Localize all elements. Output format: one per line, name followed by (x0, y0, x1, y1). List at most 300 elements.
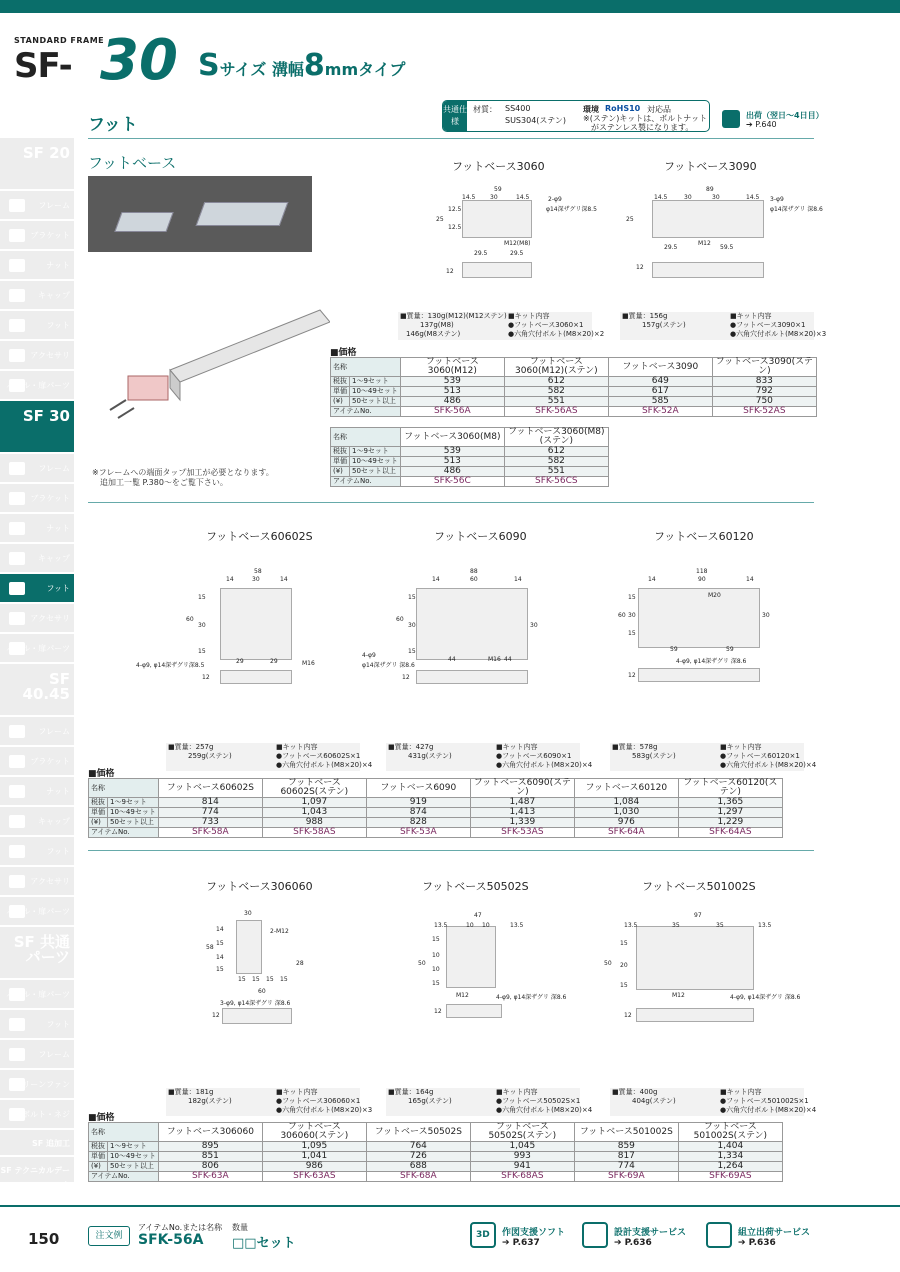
item-header: アイテムNo. (331, 407, 401, 417)
dimension-label: 15 (280, 976, 288, 983)
price-row (331, 397, 817, 407)
section-rule-1 (88, 502, 814, 503)
dimension-label: 20 (620, 962, 628, 969)
section-title: フットベース (88, 154, 177, 172)
note-mass: ■質量：181g (168, 1088, 214, 1096)
dimension-label: 14 (216, 926, 224, 933)
row-label: 単価 (331, 457, 350, 467)
product-name: フットベース501002S(ステン) (678, 1123, 782, 1142)
sidebar-item[interactable] (0, 454, 74, 483)
product-name: フットベース3060(M12)(ステン) (504, 358, 608, 377)
row-label: (¥) (89, 818, 108, 828)
item-number[interactable]: SFK-52A (608, 407, 712, 417)
frame-icon (706, 1222, 732, 1248)
drawing-title-501002S: フットベース501002S (642, 880, 756, 893)
dimension-label: 29.5 (474, 250, 488, 257)
sidebar-item-label: フット (46, 847, 70, 856)
item-number[interactable]: SFK-63AS (262, 1172, 366, 1182)
note-kit2: ●六角穴付ボルト(M8×20)×4 (496, 1106, 593, 1114)
qty-label: 数量 (232, 1223, 248, 1232)
price-value: 1,097 (262, 798, 366, 808)
note-kit: ■キット内容 (496, 1088, 538, 1096)
dimension-label: 12.5 (448, 224, 462, 231)
drawing-title-60602S: フットベース60602S (206, 530, 313, 543)
price-value: 513 (400, 387, 504, 397)
drawing-6090-side (416, 670, 528, 684)
series-logo (14, 28, 178, 93)
item-number[interactable]: SFK-64A (574, 828, 678, 838)
item-number[interactable]: SFK-56C (400, 477, 504, 487)
dimension-label: 60 (258, 988, 266, 995)
service3-ref[interactable]: ➔ P.636 (738, 1238, 776, 1248)
price-table-t4 (88, 1122, 783, 1182)
product-name: フットベース3060(M12) (400, 358, 504, 377)
foot-base-large-image (196, 202, 289, 226)
sidebar-item[interactable] (0, 1010, 74, 1039)
product-name: フットベース3060(M8) (400, 428, 504, 447)
spec-note-n6090 (386, 743, 593, 771)
note-mass: ■質量：427g (388, 743, 434, 751)
name-header: 名称 (331, 358, 401, 377)
note-kit: ■キット内容 (730, 312, 772, 320)
dimension-label: 10 (466, 922, 474, 929)
note-mass3: 146g(M8ステン) (406, 330, 461, 338)
dimension-label: M12 (456, 992, 469, 999)
env-label: 環境 (583, 105, 599, 114)
dimension-label: 10 (432, 952, 440, 959)
drawing-title-306060: フットベース306060 (206, 880, 313, 893)
price-value: 1,334 (678, 1152, 782, 1162)
size-title (198, 48, 405, 83)
dimension-label: 14.5 (462, 194, 476, 201)
dimension-label: 15 (628, 630, 636, 637)
sidebar-section-label: SF 共通パーツ (13, 933, 70, 966)
qty-range: 1〜9セット (350, 377, 401, 387)
price-value: 612 (504, 377, 608, 387)
drawing-title-50502S: フットベース50502S (422, 880, 529, 893)
category-icon (9, 755, 25, 768)
category-icon (9, 815, 25, 828)
row-label: 税抜 (331, 447, 350, 457)
category-icon (9, 1018, 25, 1031)
sidebar-item[interactable] (0, 251, 74, 280)
price-value: 828 (366, 818, 470, 828)
dimension-label: 4-φ9, φ14深ザグリ深8.5 (136, 662, 205, 669)
dimension-label: 30 (712, 194, 720, 201)
dimension-label: 12.5 (448, 206, 462, 213)
item-number[interactable]: SFK-53AS (470, 828, 574, 838)
price-value: 649 (608, 377, 712, 387)
price-value: 1,264 (678, 1162, 782, 1172)
dimension-label: 28 (296, 960, 304, 967)
dimension-label: 15 (408, 594, 416, 601)
item-number[interactable]: SFK-53A (366, 828, 470, 838)
sidebar-item-label: パネル・扉パーツ (6, 381, 70, 390)
item-row (331, 477, 609, 487)
sidebar-item-label: フット (46, 1020, 70, 1029)
qty-range: 1〜9セット (108, 798, 159, 808)
note-mass2: 259g(ステン) (188, 752, 232, 760)
price-row (331, 447, 609, 457)
price-value: 1,297 (678, 808, 782, 818)
dimension-label: 118 (696, 568, 708, 575)
spec-note-n60120 (610, 743, 817, 771)
price-value: 1,487 (470, 798, 574, 808)
row-label: 税抜 (331, 377, 350, 387)
truck-icon (722, 110, 740, 128)
dimension-label: M12 (672, 992, 685, 999)
sidebar-item[interactable] (0, 807, 74, 836)
page-number: 150 (28, 1230, 60, 1248)
dimension-label: φ14深ザグリ 深8.6 (362, 662, 415, 669)
material-label: 材質： (473, 105, 497, 114)
name-row (331, 358, 817, 377)
item-number[interactable]: SFK-52AS (712, 407, 816, 417)
sidebar-item[interactable] (0, 311, 74, 340)
sidebar-item-label: フット (46, 584, 70, 593)
dimension-label: 29 (236, 658, 244, 665)
price-value: 1,365 (678, 798, 782, 808)
note-kit: ■キット内容 (276, 743, 318, 751)
sidebar-section-2[interactable] (0, 401, 74, 453)
row-label: 単価 (331, 387, 350, 397)
size-mm: mm (324, 60, 359, 79)
service1-ref[interactable]: ➔ P.637 (502, 1238, 540, 1248)
sidebar-item[interactable] (0, 1100, 74, 1129)
dimension-label: 44 (504, 656, 512, 663)
dimension-label: 13.5 (434, 922, 448, 929)
item-number[interactable]: SFK-56A (400, 407, 504, 417)
size-8: 8 (303, 48, 325, 83)
category-icon (9, 319, 25, 332)
service1-label: 作図支援ソフト (502, 1228, 566, 1238)
spec-note1: ※(ステン)キットは、ボルトナット (583, 114, 708, 123)
drawing-title-3090: フットベース3090 (664, 160, 757, 173)
sidebar-section-4[interactable] (0, 664, 74, 716)
drawing-50502S-side (446, 1004, 502, 1018)
dimension-label: 4-φ9, φ14深ザグリ 深8.6 (496, 994, 567, 1001)
dimension-label: 15 (198, 648, 206, 655)
note-kit1: ●フットベース501002S×1 (720, 1097, 809, 1105)
item-label: アイテムNo.または名称 (138, 1223, 223, 1232)
dimension-label: 15 (238, 976, 246, 983)
sidebar-section-0[interactable] (0, 138, 74, 190)
product-name: フットベース6090(ステン) (470, 779, 574, 798)
price-label-1: ■価格 (330, 348, 357, 358)
row-label: 単価 (89, 1152, 108, 1162)
sidebar-item[interactable] (0, 191, 74, 220)
price-label-3: ■価格 (88, 1113, 115, 1123)
top-bar (0, 0, 900, 13)
drawing-501002S-side (636, 1008, 754, 1022)
note-kit1: ●フットベース6090×1 (496, 752, 572, 760)
dimension-label: φ14深ザグリ 深8.6 (770, 206, 823, 213)
dimension-label: 29.5 (664, 244, 678, 251)
price-value: 764 (366, 1142, 470, 1152)
dimension-label: 97 (694, 912, 702, 919)
service2-ref[interactable]: ➔ P.636 (614, 1238, 652, 1248)
footer-rule (0, 1205, 900, 1207)
dimension-label: 15 (408, 648, 416, 655)
dimension-label: 90 (698, 576, 706, 583)
common-spec-box (442, 100, 710, 132)
note-mass: ■質量：164g (388, 1088, 434, 1096)
row-label: 税抜 (89, 1142, 108, 1152)
price-value: 774 (574, 1162, 678, 1172)
spec-key: 共通仕様 (443, 101, 467, 131)
row-label: (¥) (331, 397, 350, 407)
product-name: フットベース6090 (366, 779, 470, 798)
price-value: 1,413 (470, 808, 574, 818)
qty-range: 10〜49セット (108, 1152, 159, 1162)
3d-icon-label: 3D (476, 1230, 490, 1240)
qty-range: 1〜9セット (350, 447, 401, 457)
dimension-label: 14 (216, 954, 224, 961)
dimension-label: 30 (684, 194, 692, 201)
qty-range: 50セット以上 (108, 1162, 159, 1172)
frame-note2: 追加工一覧 P.380〜をご覧下さい。 (100, 478, 228, 487)
sidebar-item[interactable] (0, 747, 74, 776)
sidebar-section-label: SF 20 (22, 144, 70, 162)
dimension-label: φ14深ザグリ深8.5 (546, 206, 597, 213)
dimension-label: 12 (202, 674, 210, 681)
sidebar-item[interactable] (0, 634, 74, 663)
product-name: フットベース501002S (574, 1123, 678, 1142)
price-value: 1,084 (574, 798, 678, 808)
series-number: 30 (100, 28, 178, 93)
dimension-label: 15 (620, 940, 628, 947)
category-icon (9, 259, 25, 272)
dimension-label: 15 (216, 940, 224, 947)
sidebar-item-label: キャップ (38, 291, 70, 300)
sidebar-section-8[interactable] (0, 1130, 74, 1156)
service2-label: 設計支援サービス (614, 1228, 687, 1238)
drawing-306060 (236, 920, 262, 974)
sidebar-section-label: SF テクニカルデータ (0, 1166, 70, 1190)
dimension-label: 60 (396, 616, 404, 623)
price-value: 993 (470, 1152, 574, 1162)
sidebar-item-label: フレーム (38, 464, 70, 473)
dimension-label: 14 (746, 576, 754, 583)
category-icon (9, 612, 25, 625)
sidebar-item[interactable] (0, 574, 74, 603)
standard-frame-label: STANDARD FRAME (14, 36, 105, 45)
item-number[interactable]: SFK-56CS (504, 477, 608, 487)
dimension-label: 15 (198, 594, 206, 601)
price-value: 513 (400, 457, 504, 467)
sidebar-item[interactable] (0, 341, 74, 370)
dimension-label: M20 (708, 592, 721, 599)
dimension-label: 2-M12 (270, 928, 289, 935)
row-label: (¥) (89, 1162, 108, 1172)
product-name: フットベース3090 (608, 358, 712, 377)
spec-note-n306060 (166, 1088, 373, 1116)
dimension-label: 29 (270, 658, 278, 665)
dimension-label: 2-φ9 (548, 196, 562, 203)
sidebar-item[interactable] (0, 1070, 74, 1099)
drawing-60602S-side (220, 670, 292, 684)
sidebar-item-label: ブラケット (30, 231, 70, 240)
note-kit: ■キット内容 (720, 1088, 762, 1096)
sidebar-item-label: フレーム (38, 201, 70, 210)
sidebar-item[interactable] (0, 1040, 74, 1069)
row-label: (¥) (331, 467, 350, 477)
price-value: 539 (400, 377, 504, 387)
price-value: 733 (158, 818, 262, 828)
item-number[interactable]: SFK-68AS (470, 1172, 574, 1182)
name-row (89, 1123, 783, 1142)
qty-range: 50セット以上 (108, 818, 159, 828)
category-icon (9, 725, 25, 738)
price-value: 688 (366, 1162, 470, 1172)
drawing-3060 (462, 200, 532, 238)
sidebar-item[interactable] (0, 777, 74, 806)
note-mass: ■質量：578g (612, 743, 658, 751)
dimension-label: 13.5 (758, 922, 772, 929)
sidebar-item[interactable] (0, 281, 74, 310)
price-value: 859 (574, 1142, 678, 1152)
sidebar-item[interactable] (0, 897, 74, 926)
price-value: 833 (712, 377, 816, 387)
category-icon (9, 522, 25, 535)
price-value: 817 (574, 1152, 678, 1162)
category-icon (9, 785, 25, 798)
price-table-t3 (88, 778, 783, 838)
price-row (89, 818, 783, 828)
note-mass2: 583g(ステン) (632, 752, 676, 760)
price-value: 1,043 (262, 808, 366, 818)
sidebar-item-label: パネル・扉パーツ (6, 990, 70, 999)
spec-note-n3090 (620, 312, 827, 340)
price-row (89, 1152, 783, 1162)
drawing-60120 (638, 588, 760, 648)
sidebar-item[interactable] (0, 867, 74, 896)
category-icon (9, 1048, 25, 1061)
foot-base-small-image (114, 212, 173, 232)
dimension-label: 30 (628, 612, 636, 619)
dimension-label: 12 (446, 268, 454, 275)
sidebar-item[interactable] (0, 484, 74, 513)
category-icon (9, 199, 25, 212)
item-number[interactable]: SFK-69A (574, 1172, 678, 1182)
dimension-label: 15 (252, 976, 260, 983)
item-number[interactable]: SFK-58AS (262, 828, 366, 838)
dimension-label: 25 (436, 216, 444, 223)
dimension-label: 59 (670, 646, 678, 653)
qty-range: 50セット以上 (350, 397, 401, 407)
dimension-label: 14.5 (654, 194, 668, 201)
drawing-title-3060: フットベース3060 (452, 160, 545, 173)
sidebar-item[interactable] (0, 980, 74, 1009)
frame-note1: ※フレームへの端面タップ加工が必要となります。 (92, 468, 274, 477)
category-icon (9, 552, 25, 565)
item-number[interactable]: SFK-64AS (678, 828, 782, 838)
dimension-label: 14 (432, 576, 440, 583)
dimension-label: 30 (252, 576, 260, 583)
category-icon (9, 875, 25, 888)
sidebar-section-9[interactable] (0, 1157, 74, 1190)
item-number[interactable]: SFK-58A (158, 828, 262, 838)
item-number[interactable]: SFK-68A (366, 1172, 470, 1182)
item-number[interactable]: SFK-56AS (504, 407, 608, 417)
dimension-label: 58 (254, 568, 262, 575)
drawing-6090 (416, 588, 528, 660)
sidebar-item-label: パネル・扉パーツ (6, 644, 70, 653)
price-value: 1,045 (470, 1142, 574, 1152)
qty-range: 10〜49セット (108, 808, 159, 818)
item-number[interactable]: SFK-69AS (678, 1172, 782, 1182)
name-row (89, 779, 783, 798)
drawing-3060-side (462, 262, 532, 278)
dimension-label: 30 (198, 622, 206, 629)
dimension-label: 59.5 (720, 244, 734, 251)
rohs-suffix: 対応品 (647, 105, 671, 114)
sidebar-item[interactable] (0, 717, 74, 746)
product-name: フットベース60602S (158, 779, 262, 798)
price-value: 895 (158, 1142, 262, 1152)
sidebar-item[interactable] (0, 514, 74, 543)
note-kit2: ●六角穴付ボルト(M8×20)×2 (508, 330, 605, 338)
ship-ref[interactable]: ➔ P.640 (746, 120, 777, 129)
price-value: 582 (504, 457, 608, 467)
price-value: 1,030 (574, 808, 678, 818)
dimension-label: 35 (672, 922, 680, 929)
sidebar-item-label: アクセサリ (30, 877, 70, 886)
order-example: SFK-56A (138, 1232, 204, 1248)
header-rule (88, 138, 814, 139)
dimension-label: 12 (434, 1008, 442, 1015)
item-number[interactable]: SFK-63A (158, 1172, 262, 1182)
price-value: 551 (504, 397, 608, 407)
note-mass2: 182g(ステン) (188, 1097, 232, 1105)
name-header: 名称 (89, 779, 159, 798)
sidebar-item[interactable] (0, 837, 74, 866)
note-mass: ■質量：130g(M12)(M12ステン) (400, 312, 507, 320)
price-value: 726 (366, 1152, 470, 1162)
price-value: 976 (574, 818, 678, 828)
price-table-t2 (330, 427, 609, 487)
dimension-label: 30 (490, 194, 498, 201)
note-kit1: ●フットベース60602S×1 (276, 752, 361, 760)
drawing-3090-side (652, 262, 764, 278)
note-kit2: ●六角穴付ボルト(M8×20)×4 (720, 1106, 817, 1114)
sidebar-item-label: ナット (46, 261, 70, 270)
price-value: 617 (608, 387, 712, 397)
dimension-label: 14.5 (516, 194, 530, 201)
drawing-50502S (446, 926, 496, 988)
note-kit: ■キット内容 (508, 312, 550, 320)
dimension-label: 14 (514, 576, 522, 583)
dimension-label: 13.5 (624, 922, 638, 929)
sidebar-item[interactable] (0, 221, 74, 250)
dimension-label: 10 (432, 966, 440, 973)
sidebar-item[interactable] (0, 604, 74, 633)
price-row (89, 1142, 783, 1152)
price-value: 919 (366, 798, 470, 808)
note-mass2: 431g(ステン) (408, 752, 452, 760)
sidebar-section-6[interactable] (0, 927, 74, 979)
sidebar-item[interactable] (0, 544, 74, 573)
price-table-t1 (330, 357, 817, 417)
sidebar-item[interactable] (0, 371, 74, 400)
item-row (89, 828, 783, 838)
row-label: 税抜 (89, 798, 108, 808)
dimension-label: 30 (762, 612, 770, 619)
item-header: アイテムNo. (89, 828, 159, 838)
spec-note-n3060 (398, 312, 605, 340)
dimension-label: 60 (186, 616, 194, 623)
dimension-label: 88 (470, 568, 478, 575)
